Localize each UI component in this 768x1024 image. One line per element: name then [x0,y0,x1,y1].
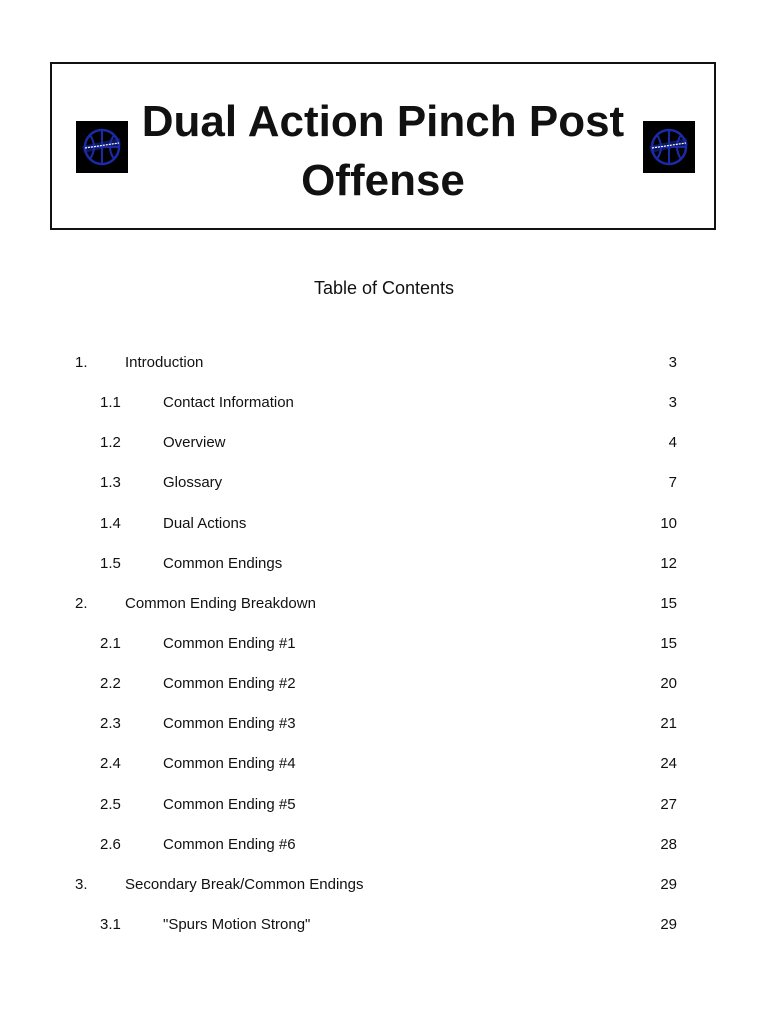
toc-entry-page: 12 [660,555,677,572]
toc-entry-number: 1.1 [100,394,121,411]
title-box [50,62,716,230]
toc-entry-page: 20 [660,675,677,692]
toc-entry[interactable] [0,431,768,455]
title-line-2: Offense [301,156,465,205]
toc-entry-number: 2.6 [100,836,121,853]
toc-entry-page: 15 [660,595,677,612]
toc-entry-title: Common Ending Breakdown [125,595,316,612]
toc-entry-page: 3 [668,354,677,371]
toc-entry-title: Common Ending #2 [163,675,296,692]
toc-entry-number: 2.1 [100,635,121,652]
toc-entry-number: 2.4 [100,755,121,772]
toc-entry-title: Common Ending #4 [163,755,296,772]
document-title [52,92,714,210]
toc-entry-page: 4 [668,434,677,451]
toc-entry-number: 3.1 [100,916,121,933]
toc-entry[interactable] [0,873,768,897]
toc-entry-title: Common Ending #6 [163,836,296,853]
toc-entry-title: Glossary [163,474,223,491]
toc-entry[interactable] [0,351,768,375]
toc-entry-page: 29 [660,916,677,933]
toc-entry[interactable] [0,672,768,696]
toc-entry-page: 24 [660,755,677,772]
toc-entry-number: 2. [75,595,88,612]
toc-entry-title: Overview [163,434,226,451]
toc-entry-title: Common Ending #5 [163,796,296,813]
toc-entry-title: "Spurs Motion Strong" [163,916,311,933]
toc-entry-page: 21 [660,715,677,732]
toc-entry-title: Common Ending #3 [163,715,296,732]
toc-entry[interactable] [0,913,768,937]
toc-entry-number: 1.2 [100,434,121,451]
toc-entry-page: 7 [668,474,677,491]
toc-entry[interactable] [0,592,768,616]
toc-entry-title: Common Ending #1 [163,635,296,652]
basketball-logo-icon [643,121,695,173]
title-line-1: Dual Action Pinch Post [141,97,625,146]
toc-entry[interactable] [0,512,768,536]
toc-entry-number: 2.2 [100,675,121,692]
toc-entry-number: 1. [75,354,88,371]
toc-entry[interactable] [0,391,768,415]
toc-entry-number: 1.3 [100,474,121,491]
toc-heading: Table of Contents [313,278,455,298]
toc-entry-number: 2.5 [100,796,121,813]
toc-entry[interactable] [0,632,768,656]
toc-entry-page: 10 [660,515,677,532]
toc-entry-number: 1.4 [100,515,121,532]
toc-entry-page: 27 [660,796,677,813]
toc-entry-title: Common Endings [163,555,283,572]
toc-entry[interactable] [0,552,768,576]
toc-entry[interactable] [0,793,768,817]
toc-entry-title: Secondary Break/Common Endings [125,876,364,893]
toc-entry-number: 1.5 [100,555,121,572]
toc-entry-page: 15 [660,635,677,652]
toc-entry[interactable] [0,752,768,776]
toc-entry[interactable] [0,712,768,736]
toc-entry-page: 3 [668,394,677,411]
toc-entry[interactable] [0,471,768,495]
toc-entry-page: 28 [660,836,677,853]
toc-entry-number: 2.3 [100,715,121,732]
toc-entry[interactable] [0,833,768,857]
toc-entry-number: 3. [75,876,88,893]
toc-entry-title: Dual Actions [163,515,247,532]
toc-entry-title: Contact Information [163,394,294,411]
toc-entry-page: 29 [660,876,677,893]
toc-entry-title: Introduction [125,354,204,371]
